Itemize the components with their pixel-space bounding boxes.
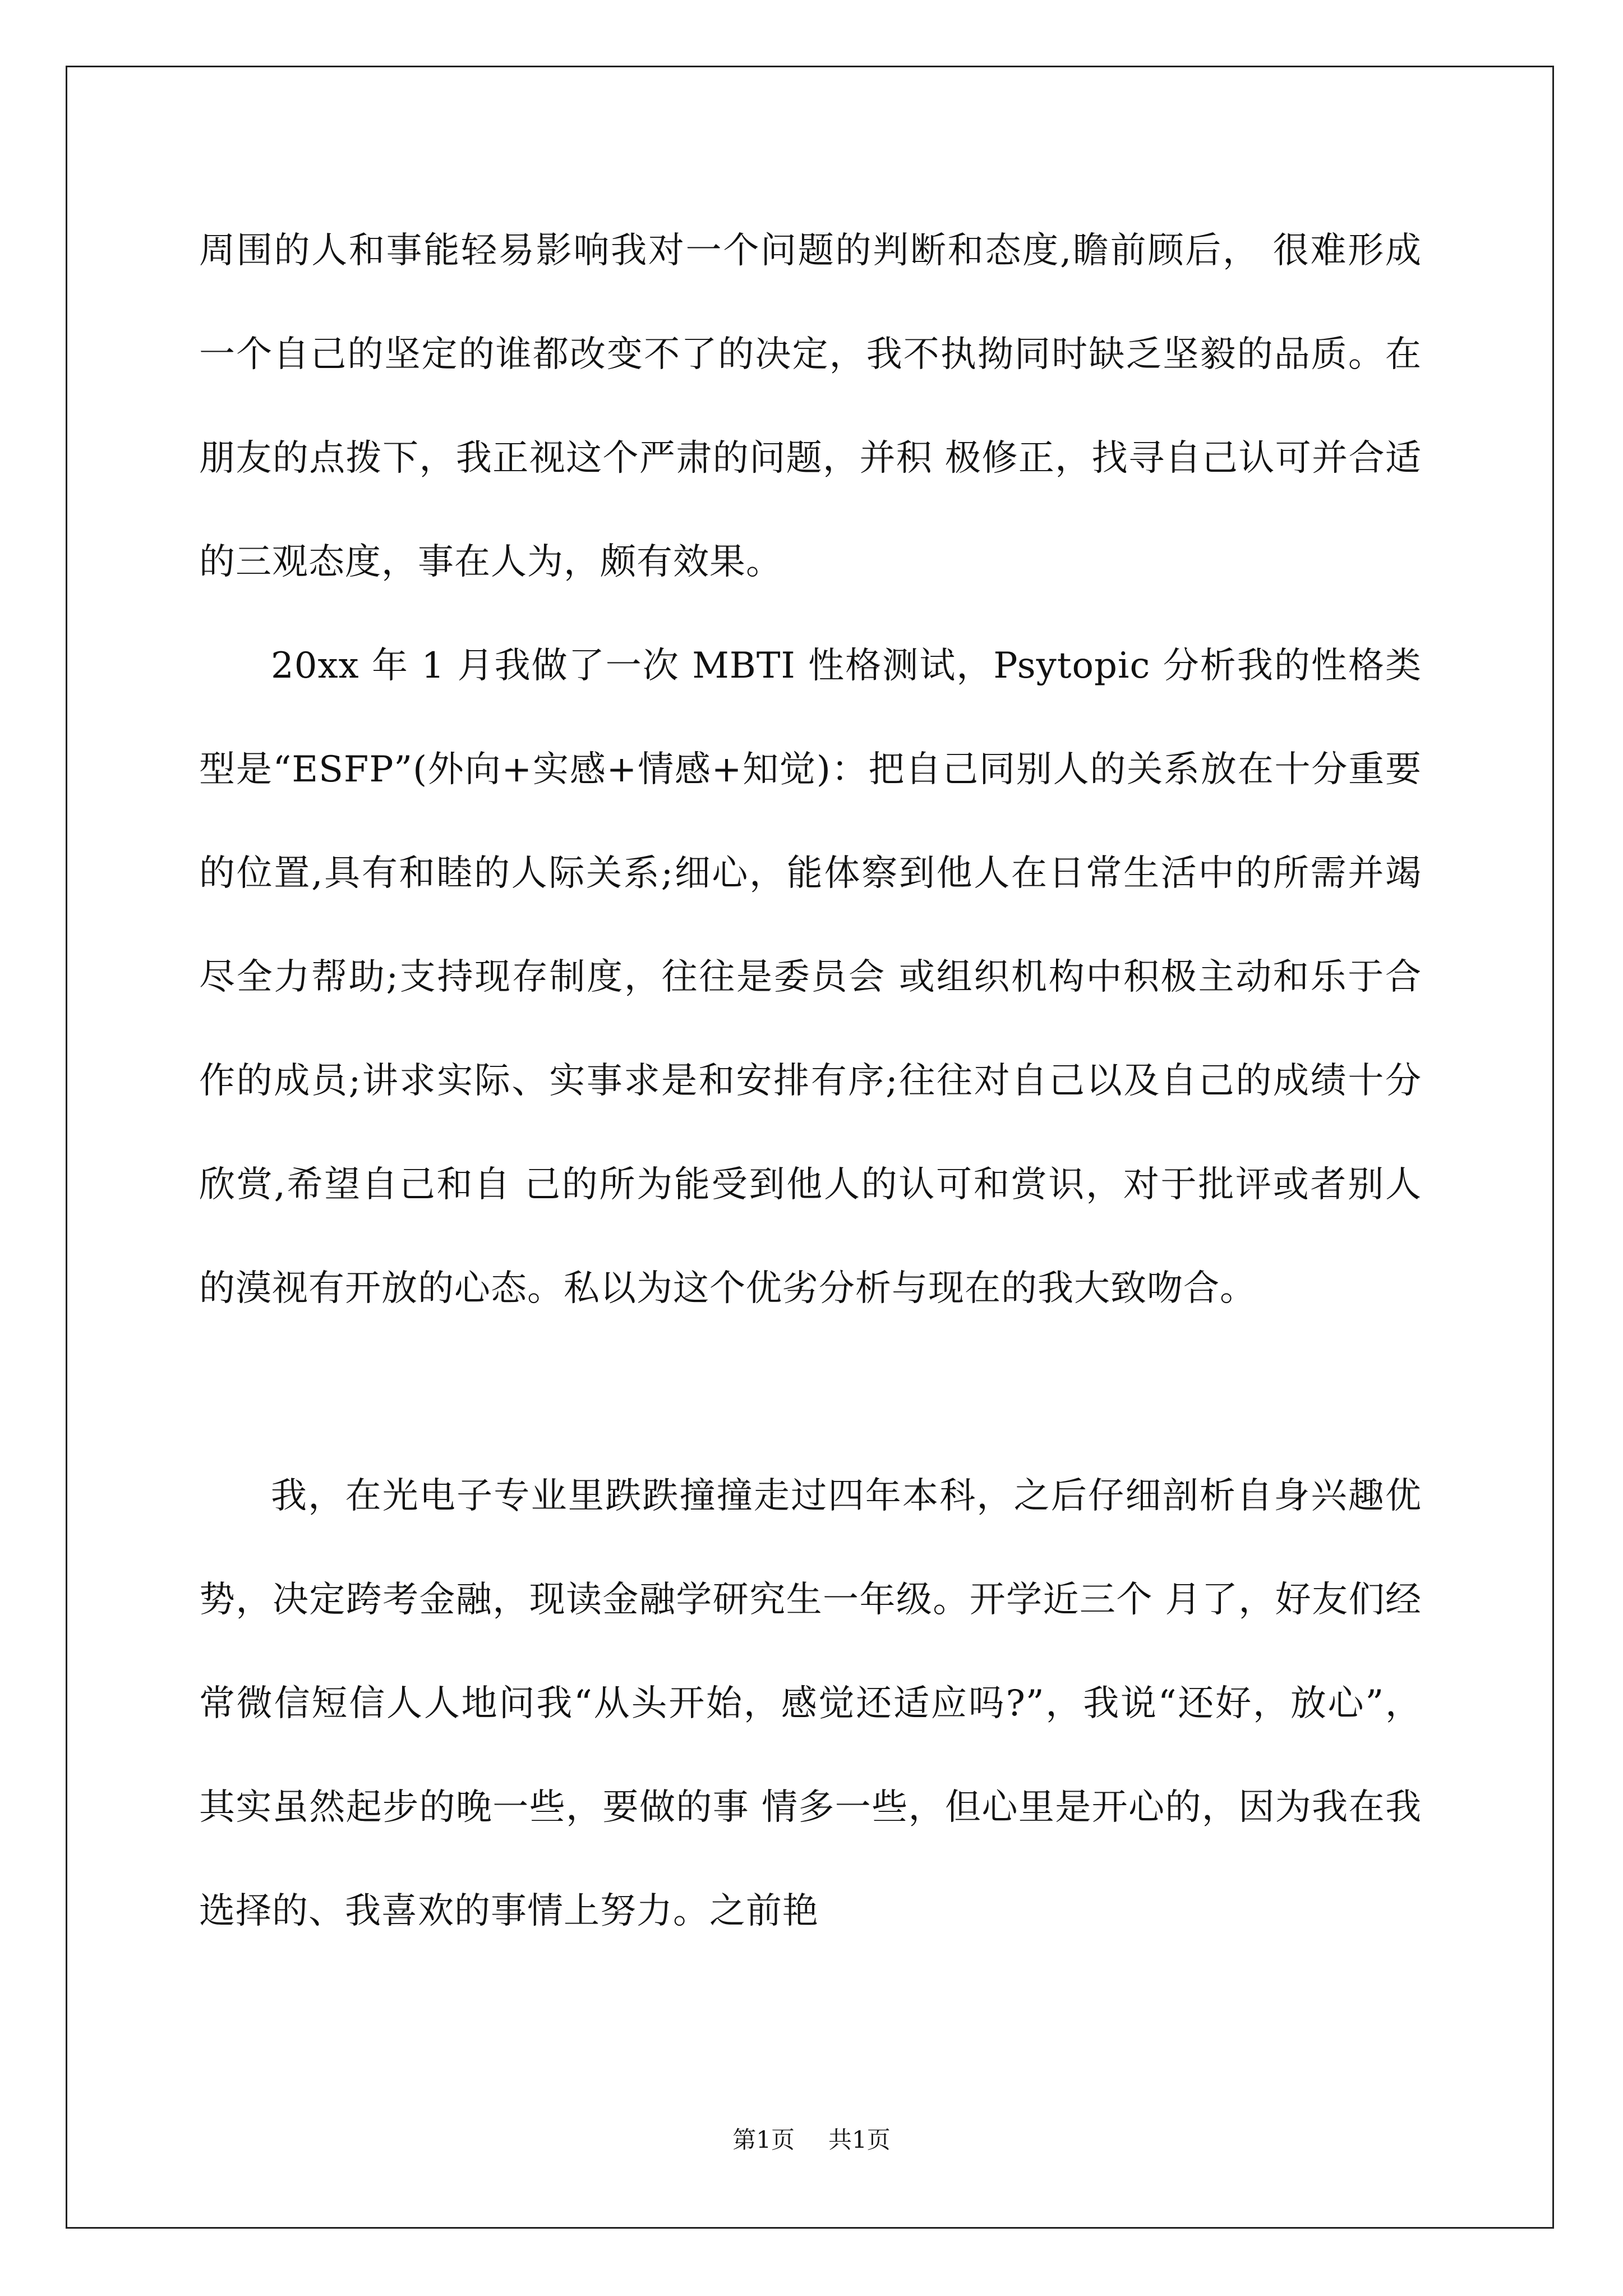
page-footer <box>0 2122 1623 2155</box>
page-total: 共1页 <box>828 2126 891 2154</box>
paragraph-3: 我，在光电子专业里跌跌撞撞走过四年本科，之后仔细剖析自身兴趣优势，决定跨考金融，现读金融学研究生一年级。开学近三个 月了，好友们经常微信短信人人地问我“从头开始，感觉还适应吗?”，我说“还好，放心”，其实虽然起步的晚一些，要做的事 情多一些，但心里是开心的，因为我在我选择的、我喜欢的事情上努力。之前艳 <box>199 1475 1422 1932</box>
page-number: 第1页 <box>732 2126 795 2154</box>
paragraph-2: 20xx 年 1 月我做了一次 MBTI 性格测试，Psytopic 分析我的性格类型是“ESFP”(外向+实感+情感+知觉)：把自己同别人的关系放在十分重要的位置,具有和睦的人际关系;细心，能体察到他人在日常生活中的所需并竭尽全力帮助;支持现存制度，往往是委员会 或组织机构中积极主动和乐于合作的成员;讲求实际、实事求是和安排有序;往往对自己以及自己的成绩十分欣赏,希望自己和自 己的所为能受到他人的认可和赏识，对于批评或者别人的漠视有开放的心态。私以为这个优劣分析与现在的我大致吻合。 <box>199 645 1422 1309</box>
paragraph-1: 周围的人和事能轻易影响我对一个问题的判断和态度,瞻前顾后， 很难形成一个自己的坚定的谁都改变不了的决定，我不执拗同时缺乏坚毅的品质。在朋友的点拨下，我正视这个严肃的问题，并积 极修正，找寻自己认可并合适的三观态度，事在人为，颇有效果。 <box>199 230 1422 583</box>
